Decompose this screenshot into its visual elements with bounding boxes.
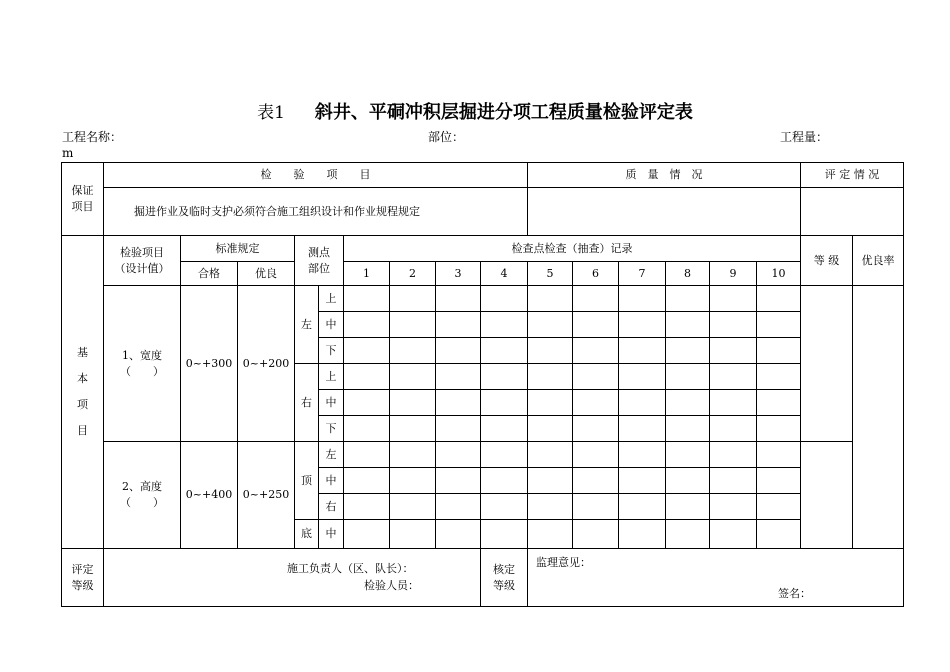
record-cell[interactable] [619, 338, 666, 364]
position-label: 下 [319, 416, 344, 442]
record-cell[interactable] [481, 364, 528, 390]
record-cell[interactable] [528, 468, 573, 494]
height-grade-cell[interactable] [801, 442, 853, 549]
basic-items-label: 基 本 项 目 [62, 236, 104, 549]
width-excellent-value: 0~+200 [238, 286, 295, 442]
evaluation-table [61, 162, 904, 607]
title-text: 斜井、平硐冲积层掘进分项工程质量检验评定表 [314, 102, 693, 123]
record-cell[interactable] [528, 416, 573, 442]
record-cell[interactable] [710, 338, 757, 364]
record-cell[interactable] [710, 286, 757, 312]
record-cell[interactable] [666, 390, 710, 416]
table-row [62, 442, 904, 468]
record-cell[interactable] [528, 364, 573, 390]
record-cell[interactable] [344, 338, 390, 364]
pass-header: 合格 [181, 262, 238, 286]
width-pass-value: 0~+300 [181, 286, 238, 442]
record-cell[interactable] [619, 390, 666, 416]
record-cell[interactable] [481, 494, 528, 520]
inspection-item-header: 检验项目 （设计值） [104, 236, 181, 286]
record-cell[interactable] [344, 468, 390, 494]
assessment-status-cell[interactable] [801, 188, 904, 236]
verify-grade-label: 核定 等级 [481, 549, 528, 607]
responsible-cell[interactable] [104, 549, 481, 607]
record-cell[interactable] [390, 442, 436, 468]
assessment-grade-label: 评定 等级 [62, 549, 104, 607]
height-top: 顶 [295, 442, 319, 520]
record-cell[interactable] [619, 494, 666, 520]
record-cell[interactable] [390, 364, 436, 390]
supervision-cell[interactable] [528, 549, 904, 607]
height-item: 2、高度 （ ） [104, 442, 181, 549]
record-number: 10 [757, 262, 801, 286]
guarantee-content: 掘进作业及临时支护必须符合施工组织设计和作业规程规定 [104, 188, 528, 236]
record-cell[interactable] [481, 312, 528, 338]
record-cell[interactable] [666, 338, 710, 364]
width-grade-cell[interactable] [801, 286, 853, 442]
record-number: 1 [344, 262, 390, 286]
record-cell[interactable] [481, 520, 528, 549]
position-label: 上 [319, 286, 344, 312]
excellent-header: 优良 [238, 262, 295, 286]
inspection-items-header: 检 验 项 目 [104, 163, 528, 188]
record-cell[interactable] [757, 338, 801, 364]
record-cell[interactable] [436, 468, 481, 494]
records-header: 检查点检查（抽查）记录 [344, 236, 801, 262]
position-label: 下 [319, 338, 344, 364]
record-cell[interactable] [390, 338, 436, 364]
height-excellent-value: 0~+250 [238, 442, 295, 549]
record-cell[interactable] [481, 390, 528, 416]
record-number: 3 [436, 262, 481, 286]
record-cell[interactable] [666, 312, 710, 338]
record-cell[interactable] [481, 416, 528, 442]
record-cell[interactable] [390, 390, 436, 416]
position-label: 中 [319, 520, 344, 549]
record-cell[interactable] [390, 286, 436, 312]
record-cell[interactable] [757, 416, 801, 442]
record-cell[interactable] [619, 520, 666, 549]
record-cell[interactable] [666, 286, 710, 312]
record-cell[interactable] [757, 442, 801, 468]
location-label: 部位： [428, 130, 465, 144]
record-cell[interactable] [436, 338, 481, 364]
quantity-label: 工程量： [780, 130, 829, 144]
width-item: 1、宽度 （ ） [104, 286, 181, 442]
record-cell[interactable] [528, 390, 573, 416]
record-cell[interactable] [666, 494, 710, 520]
position-label: 左 [319, 442, 344, 468]
record-cell[interactable] [344, 390, 390, 416]
project-name-label: 工程名称： [62, 130, 123, 144]
height-pass-value: 0~+400 [181, 442, 238, 549]
record-cell[interactable] [666, 416, 710, 442]
record-cell[interactable] [390, 468, 436, 494]
unit-label: m [62, 146, 74, 160]
record-cell[interactable] [666, 364, 710, 390]
record-cell[interactable] [481, 468, 528, 494]
record-cell[interactable] [710, 364, 757, 390]
record-cell[interactable] [573, 286, 619, 312]
assessment-status-header: 评 定 情 况 [801, 163, 904, 188]
position-label: 右 [319, 494, 344, 520]
record-cell[interactable] [710, 520, 757, 549]
responsible-label: 施工负责人（区、队长）： [287, 562, 414, 575]
record-cell[interactable] [436, 494, 481, 520]
record-cell[interactable] [528, 312, 573, 338]
record-number: 6 [573, 262, 619, 286]
record-cell[interactable] [436, 390, 481, 416]
record-cell[interactable] [573, 390, 619, 416]
record-cell[interactable] [481, 286, 528, 312]
signature-label: 签名： [778, 587, 812, 601]
record-cell[interactable] [528, 442, 573, 468]
record-cell[interactable] [619, 286, 666, 312]
record-cell[interactable] [481, 442, 528, 468]
record-cell[interactable] [436, 286, 481, 312]
excellence-rate-header: 优良率 [853, 236, 904, 286]
record-cell[interactable] [757, 364, 801, 390]
guarantee-label: 保证 项目 [62, 163, 104, 236]
position-label: 中 [319, 312, 344, 338]
record-cell[interactable] [390, 312, 436, 338]
position-label: 中 [319, 390, 344, 416]
excellence-rate-cell[interactable] [853, 286, 904, 549]
record-cell[interactable] [710, 468, 757, 494]
record-cell[interactable] [573, 416, 619, 442]
record-cell[interactable] [344, 416, 390, 442]
record-cell[interactable] [619, 416, 666, 442]
record-cell[interactable] [344, 442, 390, 468]
table-number: 表1 [257, 103, 285, 123]
measure-point-header: 测点 部位 [295, 236, 344, 286]
record-cell[interactable] [344, 494, 390, 520]
record-cell[interactable] [666, 520, 710, 549]
record-number: 4 [481, 262, 528, 286]
record-cell[interactable] [710, 390, 757, 416]
record-cell[interactable] [390, 494, 436, 520]
width-side-right: 右 [295, 364, 319, 442]
record-cell[interactable] [436, 312, 481, 338]
record-cell[interactable] [573, 520, 619, 549]
record-cell[interactable] [757, 390, 801, 416]
record-cell[interactable] [710, 442, 757, 468]
record-cell[interactable] [436, 364, 481, 390]
record-cell[interactable] [436, 442, 481, 468]
record-number: 2 [390, 262, 436, 286]
height-bottom: 底 [295, 520, 319, 549]
page-title [0, 98, 950, 124]
position-label: 上 [319, 364, 344, 390]
record-cell[interactable] [344, 520, 390, 549]
record-cell[interactable] [619, 312, 666, 338]
record-cell[interactable] [436, 416, 481, 442]
record-cell[interactable] [757, 468, 801, 494]
record-cell[interactable] [573, 442, 619, 468]
record-cell[interactable] [573, 494, 619, 520]
record-cell[interactable] [344, 286, 390, 312]
record-number: 5 [528, 262, 573, 286]
quality-status-cell[interactable] [528, 188, 801, 236]
record-number: 7 [619, 262, 666, 286]
supervision-label: 监理意见： [536, 556, 592, 569]
record-cell[interactable] [619, 468, 666, 494]
inspector-label: 检验人员： [364, 579, 419, 592]
record-cell[interactable] [757, 494, 801, 520]
record-cell[interactable] [344, 312, 390, 338]
position-label: 中 [319, 468, 344, 494]
record-cell[interactable] [528, 520, 573, 549]
standard-header: 标准规定 [181, 236, 295, 262]
record-cell[interactable] [344, 364, 390, 390]
record-cell[interactable] [757, 286, 801, 312]
record-cell[interactable] [619, 364, 666, 390]
record-cell[interactable] [390, 520, 436, 549]
record-cell[interactable] [573, 364, 619, 390]
width-side-left: 左 [295, 286, 319, 364]
record-cell[interactable] [710, 494, 757, 520]
record-cell[interactable] [757, 312, 801, 338]
record-cell[interactable] [710, 312, 757, 338]
record-number: 9 [710, 262, 757, 286]
record-cell[interactable] [619, 442, 666, 468]
record-cell[interactable] [710, 416, 757, 442]
quality-status-header: 质 量 情 况 [528, 163, 801, 188]
record-cell[interactable] [390, 416, 436, 442]
record-cell[interactable] [666, 468, 710, 494]
record-cell[interactable] [666, 442, 710, 468]
record-cell[interactable] [528, 286, 573, 312]
record-cell[interactable] [573, 338, 619, 364]
record-cell[interactable] [528, 494, 573, 520]
record-cell[interactable] [528, 338, 573, 364]
record-cell[interactable] [436, 520, 481, 549]
record-cell[interactable] [573, 468, 619, 494]
record-cell[interactable] [757, 520, 801, 549]
record-cell[interactable] [573, 312, 619, 338]
record-number: 8 [666, 262, 710, 286]
record-cell[interactable] [481, 338, 528, 364]
table-row [62, 286, 904, 312]
grade-header: 等 级 [801, 236, 853, 286]
